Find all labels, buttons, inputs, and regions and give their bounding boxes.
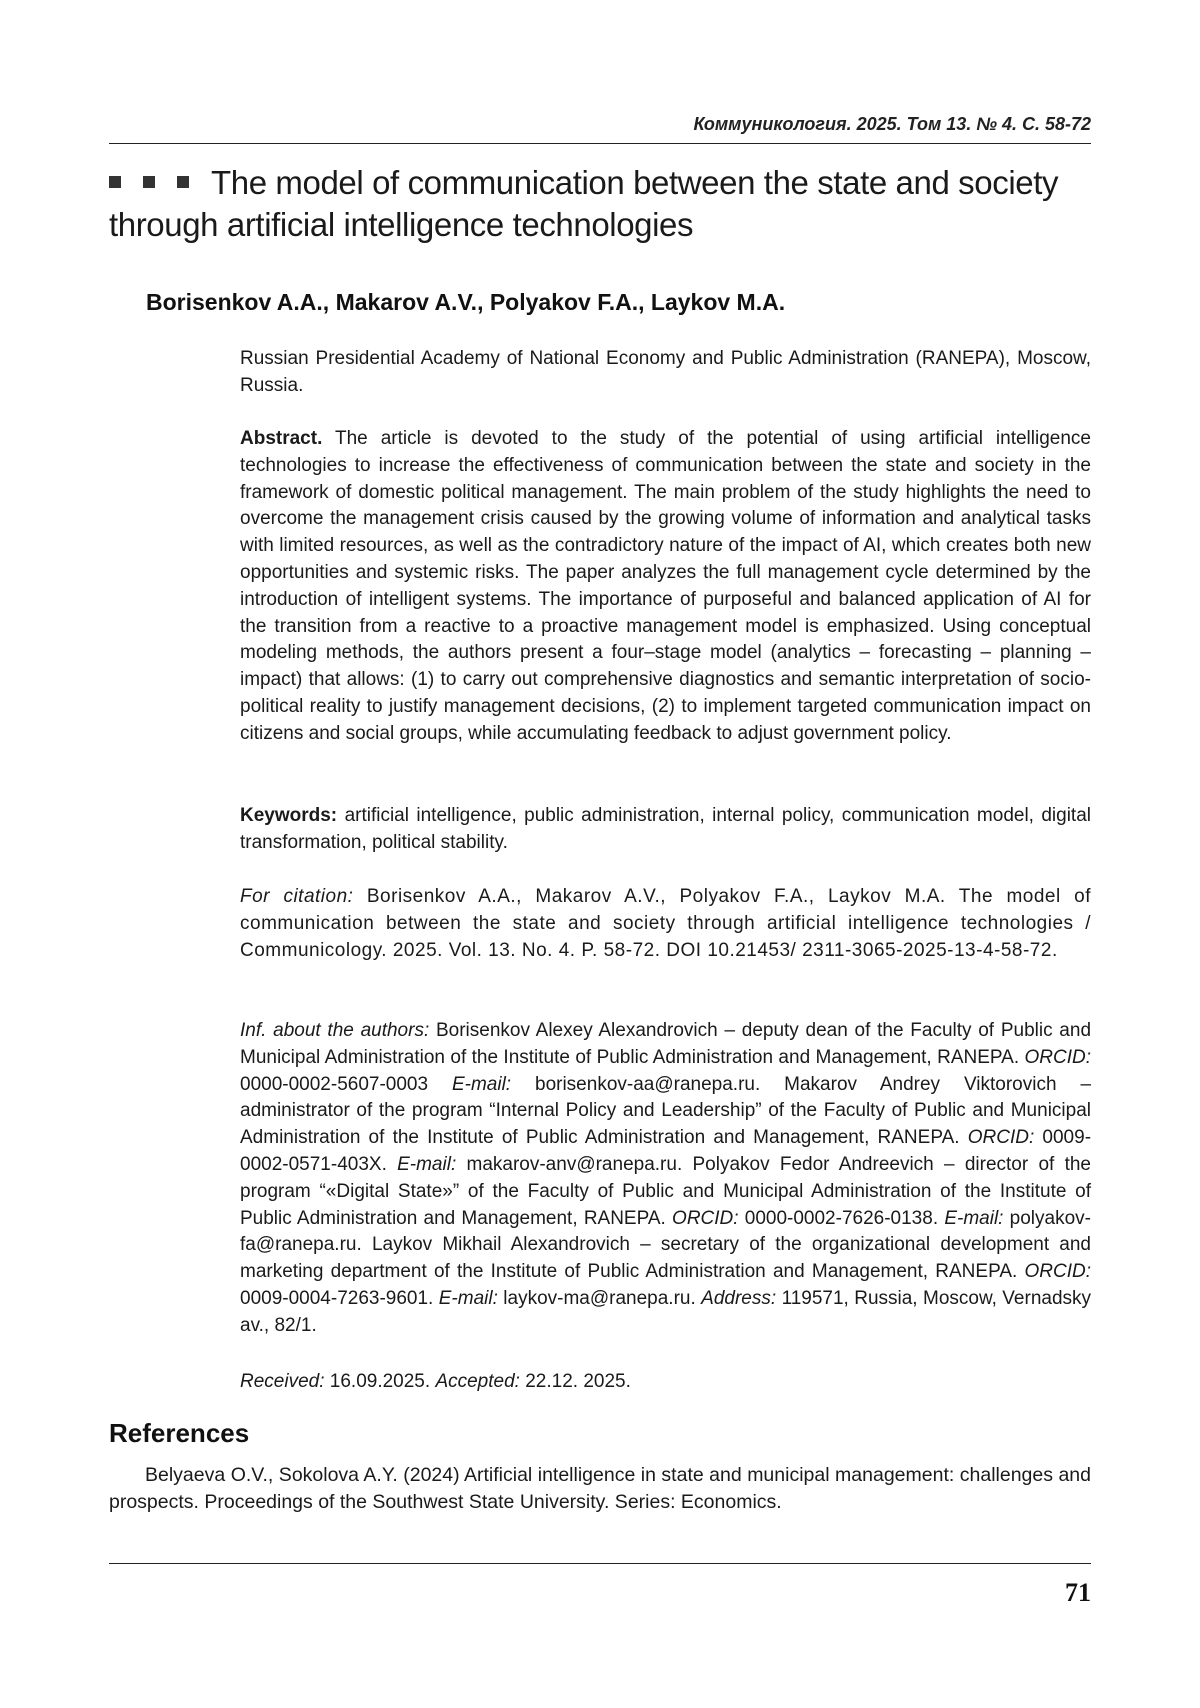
author-4-orcid: 0009-0004-7263-9601. — [240, 1287, 434, 1309]
orcid-label: ORCID: — [967, 1127, 1035, 1149]
abstract-text: The article is devoted to the study of the potential of using artificial intelligence technologies to increase the effectiveness of communication between the state and society in the framework of domestic political management. The main problem of the study highlights the need to overcome the management crisis caused by the growing volume of information and analytical tasks with limited resources, as well as the contradictory nature of the impact of AI, which creates both new opportunities and systemic risks. The paper analyzes the full management cycle determined by the introduction of intelligent systems. The importance of purposeful and balanced application of AI for the transition from a reactive to a proactive management model is emphasized. Using conceptual modeling methods, the authors present a four–stage model (analytics – forecasting – planning – impact) that allows: (1) to carry out comprehensive diagnostics and semantic interpretation of socio-political reality to justify management decisions, (2) to implement targeted communication impact on citizens and social groups, while accumulating feedback to adjust government policy. — [240, 428, 1091, 744]
citation — [240, 884, 1091, 964]
citation-label: For citation: — [240, 886, 354, 907]
received-accepted — [240, 1369, 1091, 1396]
abstract-label: Abstract. — [240, 428, 323, 449]
author-3-email: polyakov-fa@ranepa.ru. — [240, 1207, 1091, 1256]
received-label: Received: — [240, 1371, 325, 1392]
reference-entry: Belyaeva O.V., Sokolova A.Y. (2024) Artificial intelligence in state and municipal management: challenges and prospects. Proceedings of the Southwest State University. Series: Economics. — [109, 1464, 1091, 1513]
author-2-text: Makarov Andrey Viktorovich – administrator of the program “Internal Policy and Leadership” of the Faculty of Public and Municipal Administration of the Institute of Public Administration and Management, RANEPA. — [240, 1073, 1092, 1149]
square-bullet-icon — [143, 176, 155, 188]
author-1-email: borisenkov-aa@ranepa.ru. — [535, 1073, 761, 1095]
authors-info-label: Inf. about the authors: — [240, 1020, 430, 1041]
author-2-orcid: 0009-0002-0571-403X. — [240, 1127, 1092, 1175]
email-label: E-mail: — [397, 1153, 457, 1175]
keywords — [240, 803, 1091, 857]
running-head: Коммуникология. 2025. Том 13. № 4. С. 58-72 — [693, 114, 1091, 134]
footer-rule — [109, 1563, 1091, 1564]
square-bullet-icon — [109, 176, 121, 188]
orcid-label: ORCID: — [1024, 1046, 1091, 1068]
address-label: Address: — [701, 1287, 777, 1309]
author-3-orcid: 0000-0002-7626-0138. — [744, 1207, 939, 1229]
orcid-label: ORCID: — [672, 1207, 739, 1229]
accepted-label: Accepted: — [435, 1371, 520, 1392]
affiliation: Russian Presidential Academy of National Economy and Public Administration (RANEPA), Moscow, Russia. — [240, 348, 1091, 396]
author-4-text: Laykov Mikhail Alexandrovich – secretary of the organizational development and marketing department of the Institute of Public Administration and Management, RANEPA. — [240, 1234, 1091, 1283]
received-date: 16.09.2025. — [329, 1371, 431, 1392]
references-heading: References — [109, 1418, 250, 1448]
keywords-text: artificial intelligence, public administration, internal policy, communication model, digital transformation, political stability. — [240, 805, 1092, 853]
square-bullet-icon — [177, 176, 189, 188]
article-authors: Borisenkov A.A., Makarov A.V., Polyakov F.A., Laykov M.A. — [146, 289, 786, 315]
page-number: 71 — [1065, 1578, 1091, 1607]
email-label: E-mail: — [438, 1287, 498, 1309]
abstract — [240, 426, 1091, 748]
author-2-email: makarov-anv@ranepa.ru. — [466, 1153, 683, 1175]
authors-info — [240, 1018, 1091, 1340]
article-title — [109, 162, 1091, 246]
header-rule — [109, 143, 1091, 144]
email-label: E-mail: — [451, 1073, 512, 1095]
accepted-date: 22.12. 2025. — [525, 1371, 631, 1392]
orcid-label: ORCID: — [1024, 1261, 1091, 1283]
keywords-label: Keywords: — [240, 805, 338, 826]
article-title-text: The model of communication between the state and society through artificial intelligence technologies — [109, 164, 1059, 243]
author-3-text: Polyakov Fedor Andreevich – director of the program “«Digital State»” of the Faculty of Public and Municipal Administration of the Institute of Public Administration and Management, RANEPA. — [240, 1153, 1091, 1229]
author-1-orcid: 0000-0002-5607-0003 — [240, 1073, 429, 1095]
email-label: E-mail: — [944, 1207, 1004, 1229]
author-4-email: laykov-ma@ranepa.ru. — [503, 1287, 696, 1309]
citation-text: Borisenkov A.A., Makarov A.V., Polyakov F.A., Laykov M.A. The model of communication between the state and society through artificial intelligence technologies / Communicology. 2025. Vol. 13. No. 4. P. 58-72. DOI 10.21453/ 2311-3065-2025-13-4-58-72. — [240, 886, 1091, 961]
author-1-text: Borisenkov Alexey Alexandrovich – deputy dean of the Faculty of Public and Municipal Administration of the Institute of Public Administration and Management, RANEPA. — [240, 1020, 1092, 1068]
address-text: 119571, Russia, Moscow, Vernadsky av., 82/1. — [240, 1287, 1092, 1336]
